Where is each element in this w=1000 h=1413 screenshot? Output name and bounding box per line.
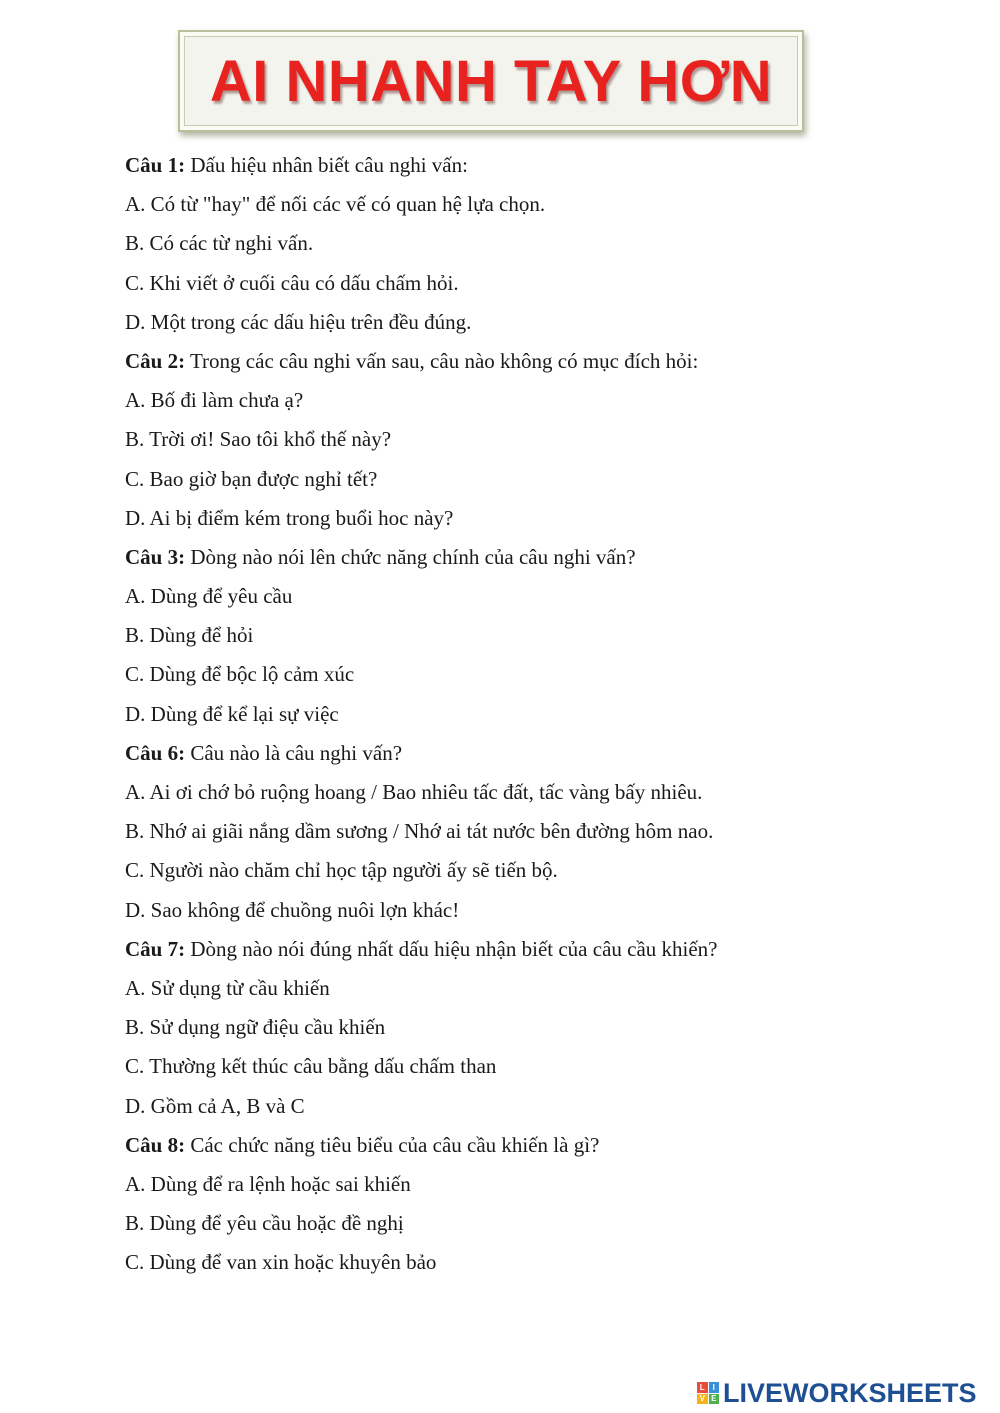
title-banner [178,30,804,132]
answer-option[interactable]: D. Ai bị điểm kém trong buổi hoc này? [125,505,454,530]
question-7 [125,930,945,1126]
liveworksheets-brand [697,1378,993,1408]
question-label: Câu 7: [125,936,186,961]
answer-option[interactable]: B. Trời ơi! Sao tôi khổ thế này? [125,427,392,452]
question-label: Câu 6: [125,740,186,765]
question-text: Dòng nào nói đúng nhất dấu hiệu nhận biết của câu cầu khiến? [185,936,718,961]
answer-option[interactable]: D. Gồm cả A, B và C [125,1093,305,1118]
logo-tile: E [709,1394,720,1405]
question-label: Câu 3: [125,544,186,569]
answer-option[interactable]: C. Bao giờ bạn được nghỉ tết? [125,466,378,491]
question-prompt [125,146,945,185]
question-text: Các chức năng tiêu biểu của câu cầu khiến là gì? [185,1132,600,1157]
answer-option[interactable]: D. Dùng để kể lại sự việc [125,701,339,726]
logo-tile: L [697,1382,708,1393]
answer-option[interactable]: C. Thường kết thúc câu bằng dấu chấm than [125,1054,497,1079]
answer-option[interactable]: C. Dùng để bộc lộ cảm xúc [125,662,355,687]
question-text: Dấu hiệu nhân biết câu nghi vấn: [185,153,468,177]
question-prompt [125,342,945,381]
question-prompt [125,1126,945,1165]
answer-option[interactable]: A. Có từ "hay" để nối các vế có quan hệ lựa chọn. [125,192,546,217]
logo-tile: V [697,1394,708,1405]
question-3 [125,538,945,734]
answer-option[interactable]: D. Sao không để chuồng nuôi lợn khác! [125,897,460,922]
answer-option[interactable]: B. Dùng để yêu cầu hoặc đề nghị [125,1211,404,1236]
question-1 [125,146,945,342]
answer-option[interactable]: A. Ai ơi chớ bỏ ruộng hoang / Bao nhiêu tấc đất, tấc vàng bấy nhiêu. [125,780,703,804]
answer-option[interactable]: B. Nhớ ai giãi nắng dầm sương / Nhớ ai tát nước bên đường hôm nao. [125,819,714,844]
answer-option[interactable]: A. Dùng để ra lệnh hoặc sai khiến [125,1171,411,1196]
answer-option[interactable]: C. Dùng để van xin hoặc khuyên bảo [125,1250,437,1275]
question-2 [125,342,945,538]
question-prompt [125,538,945,577]
question-text: Câu nào là câu nghi vấn? [185,740,403,765]
question-label: Câu 2: [125,348,186,373]
answer-option[interactable]: C. Người nào chăm chỉ học tập người ấy sẽ tiến bộ. [125,858,558,883]
answer-option[interactable]: A. Dùng để yêu cầu [125,584,293,609]
answer-option[interactable]: B. Sử dụng ngữ điệu cầu khiến [125,1015,386,1040]
page-title: AI NHANH TAY HƠN [209,48,773,114]
logo-tile: I [709,1382,720,1393]
brand-name: LIVEWORKSHEETS [723,1377,977,1408]
question-prompt [125,734,945,773]
question-prompt [125,930,945,969]
question-6 [125,734,945,930]
question-8 [125,1126,945,1283]
answer-option[interactable]: A. Sử dụng từ cầu khiến [125,975,330,1000]
answer-option[interactable]: A. Bố đi làm chưa ạ? [125,388,304,413]
quiz-list [125,146,945,1282]
question-label: Câu 1: [125,153,186,177]
answer-option[interactable]: D. Một trong các dấu hiệu trên đều đúng. [125,309,472,334]
answer-option[interactable]: B. Có các từ nghi vấn. [125,231,314,256]
liveworksheets-logo-icon [697,1382,719,1404]
question-text: Dòng nào nói lên chức năng chính của câu nghi vấn? [185,544,636,569]
answer-option[interactable]: B. Dùng để hỏi [125,623,254,648]
question-text: Trong các câu nghi vấn sau, câu nào không có mục đích hỏi: [185,348,699,373]
question-label: Câu 8: [125,1132,186,1157]
answer-option[interactable]: C. Khi viết ở cuối câu có dấu chấm hỏi. [125,270,459,295]
